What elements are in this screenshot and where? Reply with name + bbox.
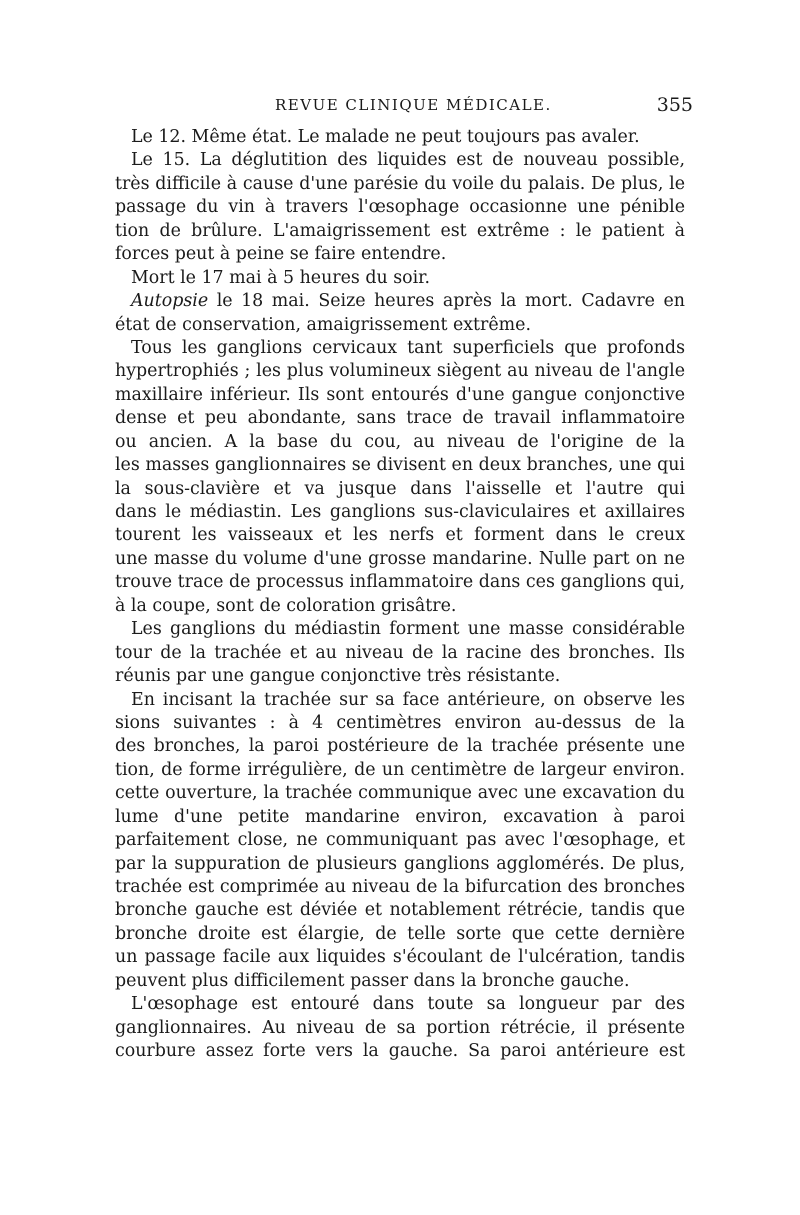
text-line — [115, 899, 685, 922]
line-text: trachée est comprimée au niveau de la bifurcation des bronches — [115, 877, 685, 897]
text-line — [115, 946, 685, 969]
line-text: cette ouverture, la trachée communique avec une excavation du — [115, 783, 685, 804]
line-text: Le 15. La déglutition des liquides est de nouveau possible, — [131, 150, 685, 171]
text-line — [115, 267, 685, 290]
line-text: les masses ganglionnaires se divisent en deux branches, une qui — [115, 455, 685, 476]
text-line — [115, 407, 685, 430]
text-line — [115, 665, 685, 688]
text-line — [115, 1017, 685, 1040]
text-line — [115, 618, 685, 641]
text-line — [115, 712, 685, 735]
text-line — [115, 571, 685, 594]
line-text: un passage facile aux liquides s'écoulant de l'ulcération, tandis — [115, 947, 685, 968]
line-text: Les ganglions du médiastin forment une masse considérable — [131, 619, 685, 640]
line-text: ou ancien. A la base du cou, au niveau de l'origine de la — [115, 431, 685, 452]
text-line — [115, 337, 685, 360]
line-text: sions suivantes : à 4 centimètres environ au-dessus de la — [115, 712, 685, 733]
line-text: lume d'une petite mandarine environ, excavation à paroi — [115, 806, 685, 827]
line-text: peuvent plus difficilement passer dans la bronche gauche. — [115, 970, 630, 991]
line-text: état de conservation, amaigrissement extrême. — [115, 314, 531, 335]
text-line — [115, 149, 685, 172]
text-line — [115, 243, 685, 266]
text-line — [115, 782, 685, 805]
text-line — [115, 196, 685, 219]
running-header — [115, 94, 693, 116]
line-text: dans le médiastin. Les ganglions sus-claviculaires et axillaires — [115, 502, 685, 522]
text-line — [115, 360, 685, 383]
page-number: 355 — [656, 94, 693, 116]
text-line — [115, 642, 685, 665]
text-line — [115, 876, 685, 899]
line-text: Mort le 17 mai à 5 heures du soir. — [131, 267, 431, 288]
text-line — [115, 1040, 685, 1063]
text-line — [115, 173, 685, 196]
line-text: trouve trace de processus inflammatoire dans ces ganglions qui, — [115, 572, 685, 593]
line-text: par la suppuration de plusieurs ganglions agglomérés. De plus, — [115, 853, 685, 874]
line-text: forces peut à peine se faire entendre. — [115, 244, 447, 265]
italic-lead: Autopsie — [131, 291, 209, 312]
line-text: tour de la trachée et au niveau de la racine des bronches. Ils — [115, 642, 685, 663]
text-line — [115, 806, 685, 829]
text-line — [115, 970, 685, 993]
text-line — [115, 735, 685, 758]
line-text: tourent les vaisseaux et les nerfs et forment dans le creux — [115, 525, 685, 546]
text-line — [115, 993, 685, 1016]
text-line — [115, 501, 685, 524]
line-text: des bronches, la paroi postérieure de la trachée présente une — [115, 736, 685, 757]
line-text: tion, de forme irrégulière, de un centimètre de largeur environ. — [115, 759, 685, 780]
text-line — [115, 923, 685, 946]
line-text: bronche gauche est déviée et notablement rétrécie, tandis que — [115, 900, 685, 921]
text-line — [115, 126, 685, 149]
line-text: une masse du volume d'une grosse mandarine. Nulle part on ne — [115, 548, 685, 569]
text-line — [115, 314, 685, 337]
line-text: courbure assez forte vers la gauche. Sa paroi antérieure est — [115, 1041, 685, 1062]
line-text: hypertrophiés ; les plus volumineux siègent au niveau de l'angle — [115, 361, 685, 382]
line-text: la sous-clavière et va jusque dans l'aisselle et l'autre qui — [115, 478, 685, 499]
line-text: très difficile à cause d'une parésie du voile du palais. De plus, le — [115, 173, 685, 194]
text-line — [115, 220, 685, 243]
text-line — [115, 478, 685, 501]
text-line — [115, 829, 685, 852]
line-text: ganglionnaires. Au niveau de sa portion rétrécie, il présente — [115, 1017, 685, 1038]
line-text: En incisant la trachée sur sa face antérieure, on observe les — [131, 689, 685, 710]
text-line — [115, 853, 685, 876]
line-text: le 18 mai. Seize heures après la mort. Cadavre en — [216, 291, 685, 312]
text-line — [115, 290, 685, 313]
line-text: dense et peu abondante, sans trace de travail inflammatoire — [115, 408, 685, 429]
line-text: réunis par une gangue conjonctive très résistante. — [115, 666, 561, 687]
text-line — [115, 524, 685, 547]
text-line — [115, 759, 685, 782]
running-title: REVUE CLINIQUE MÉDICALE. — [275, 96, 552, 114]
body-text — [115, 126, 685, 1064]
line-text: à la coupe, sont de coloration grisâtre. — [115, 595, 457, 616]
line-text: bronche droite est élargie, de telle sorte que cette dernière — [115, 923, 685, 944]
line-text: passage du vin à travers l'œsophage occasionne une pénible — [115, 197, 685, 218]
text-line — [115, 454, 685, 477]
text-line — [115, 689, 685, 712]
text-line — [115, 384, 685, 407]
line-text: Le 12. Même état. Le malade ne peut toujours pas avaler. — [131, 127, 640, 147]
line-text: maxillaire inférieur. Ils sont entourés d'une gangue conjonctive — [115, 384, 685, 405]
line-text: tion de brûlure. L'amaigrissement est extrême : le patient à — [115, 220, 685, 241]
line-text: parfaitement close, ne communiquant pas avec l'œsophage, et — [115, 830, 685, 851]
line-text: L'œsophage est entouré dans toute sa longueur par des — [131, 994, 685, 1015]
text-line — [115, 595, 685, 618]
text-line — [115, 431, 685, 454]
text-line — [115, 548, 685, 571]
line-text: Tous les ganglions cervicaux tant superficiels que profonds — [131, 337, 685, 358]
